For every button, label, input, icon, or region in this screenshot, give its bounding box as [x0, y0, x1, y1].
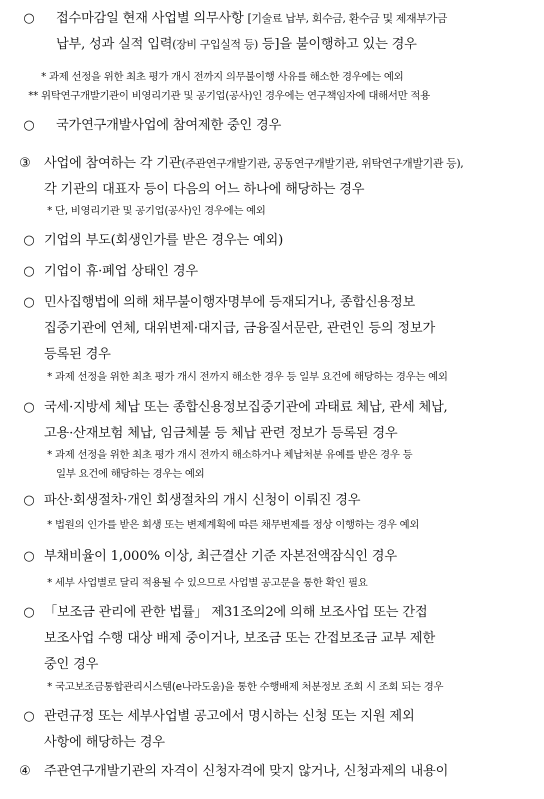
item-text: 「보조금 관리에 관한 법률」 제31조의2에 의해 보조사업 또는 간접 보조사업 수행 대상 배제 중이거나, 보조금 또는 간접보조금 교부 제한 중인 경우: [44, 605, 436, 672]
item-text: 국세·지방세 체납 또는 종합신용정보집중기관에 과태료 체납, 관세 체납, 고용·산재보험 체납, 임금체불 등 체납 관련 정보가 등록된 경우: [44, 400, 448, 441]
item-text: 민사집행법에 의해 채무불이행자명부에 등재되거나, 종합신용정보 집중기관에 연체, 대위변제·대지급, 금융질서문란, 관련인 등의 정보가 등록된 경우: [44, 295, 436, 362]
item-text: 접수마감일 현재 사업별 의무사항 [기술료 납부, 회수금, 환수금 및 제재부가금 납부, 성과 실적 입력(장비 구입실적 등) 등]을 불이행하고 있는 경우: [56, 11, 447, 52]
item-text: 파산·회생절차·개인 회생절차의 개시 신청이 이뤄진 경우: [44, 493, 361, 508]
item-text: 기업의 부도(회생인가를 받은 경우는 예외): [44, 233, 284, 248]
footnote: * 과제 선정을 위한 최초 평가 개시 전까지 의무불이행 사유를 해소한 경우에는 예외: [41, 71, 404, 83]
circle-bullet-icon: ○: [23, 400, 35, 415]
footnote: * 과제 선정을 위한 최초 평가 개시 전까지 해소하거나 체납처분 유예를 받은 경우 등 일부 요건에 해당하는 경우는 예외: [47, 449, 413, 480]
footnote: ** 위탁연구개발기관이 비영리기관 및 공기업(공사)인 경우에는 연구책임자에 대해서만 적용: [28, 90, 430, 102]
item-text: 기업이 휴·폐업 상태인 경우: [44, 264, 198, 279]
item-text: 관련규정 또는 세부사업별 공고에서 명시하는 신청 또는 지원 제외 사항에 해당하는 경우: [44, 709, 415, 750]
footnote: * 법원의 인가를 받은 회생 또는 변제계획에 따른 채무변제를 정상 이행하는 경우 예외: [47, 519, 420, 531]
item-text: 사업에 참여하는 각 기관(주관연구개발기관, 공동연구개발기관, 위탁연구개발기관 등), 각 기관의 대표자 등이 다음의 어느 하나에 해당하는 경우: [44, 156, 464, 197]
item-text: 부채비율이 1,000% 이상, 최근결산 기준 자본전액잠식인 경우: [44, 549, 397, 564]
item-text: 주관연구개발기관의 자격이 신청자격에 맞지 않거나, 신청과제의 내용이: [44, 764, 449, 779]
circle-bullet-icon: ○: [23, 233, 35, 248]
section-number: ③: [19, 156, 31, 171]
item-text: 국가연구개발사업에 참여제한 중인 경우: [56, 118, 282, 133]
circle-bullet-icon: ○: [23, 264, 35, 279]
circle-bullet-icon: ○: [23, 709, 35, 724]
circle-bullet-icon: ○: [23, 118, 35, 133]
circle-bullet-icon: ○: [23, 605, 35, 620]
footnote: * 과제 선정을 위한 최초 평가 개시 전까지 해소한 경우 등 일부 요건에 해당하는 경우는 예외: [47, 371, 448, 383]
footnote: * 단, 비영리기관 및 공기업(공사)인 경우에는 예외: [47, 205, 266, 217]
circle-bullet-icon: ○: [23, 549, 35, 564]
footnote: * 세부 사업별로 달리 적용될 수 있으므로 사업별 공고문을 통한 확인 필요: [47, 577, 368, 589]
section-number: ④: [19, 764, 31, 779]
circle-bullet-icon: ○: [23, 493, 35, 508]
footnote: * 국고보조금통합관리시스템(e나라도움)을 통한 수행배제 처분정보 조회 시 조회 되는 경우: [47, 681, 444, 693]
circle-bullet-icon: ○: [23, 295, 35, 310]
circle-bullet-icon: ○: [23, 11, 35, 26]
